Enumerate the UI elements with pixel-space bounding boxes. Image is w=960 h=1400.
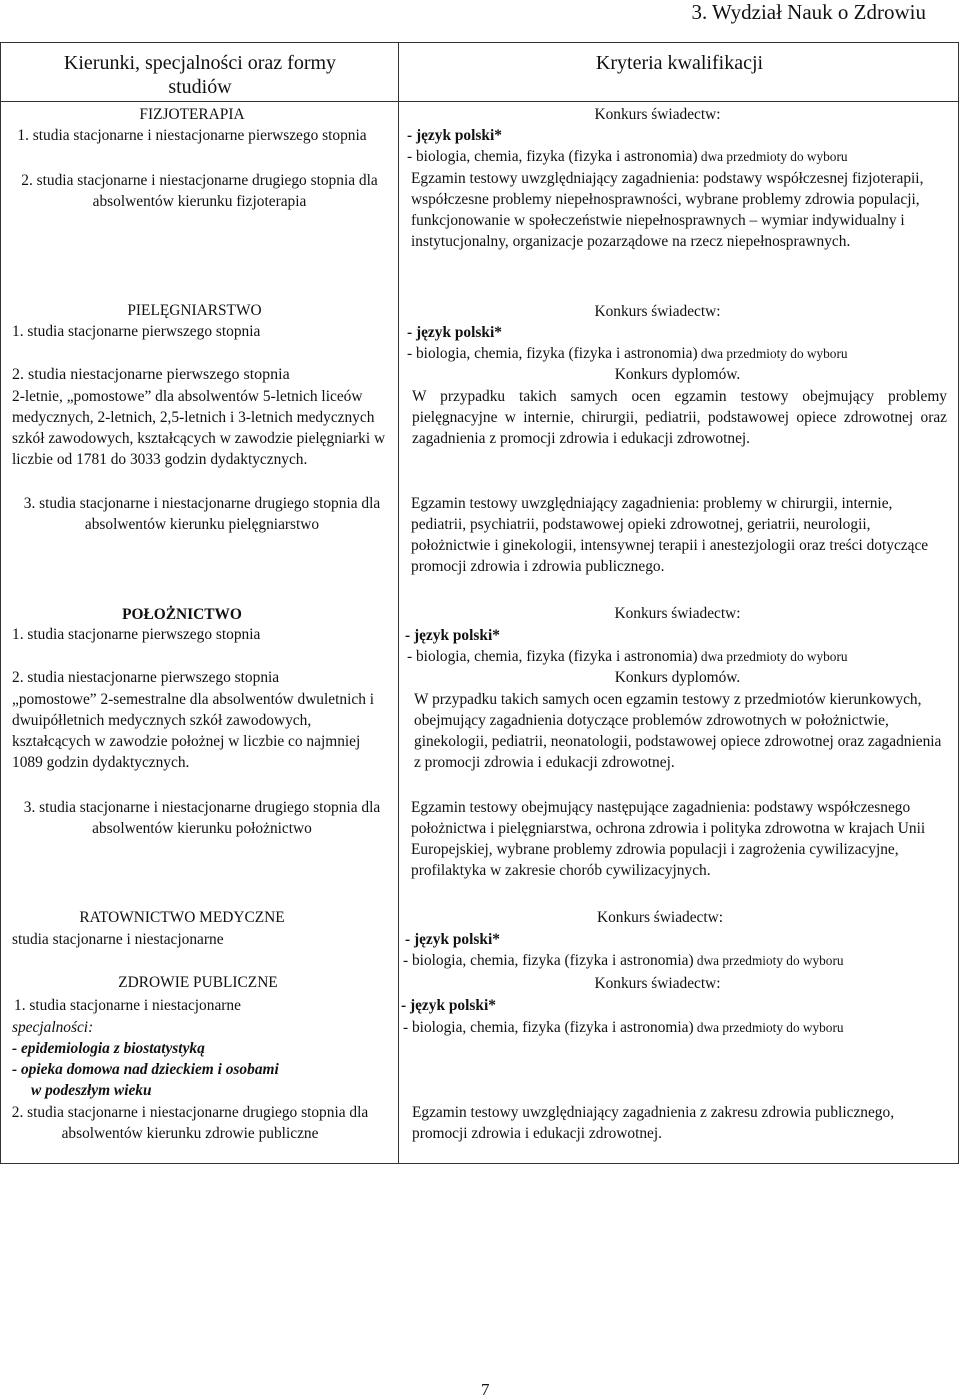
piel-study-3: 3. studia stacjonarne i niestacjonarne drugiego stopnia dla absolwentów kierunku pielęgniarstwo [23,495,381,533]
page-header: 3. Wydział Nauk o Zdrowiu [691,0,926,24]
pol-study-2: 2. studia niestacjonarne pierwszego stopnia [12,669,280,686]
piel-dyplom-desc: W przypadku takich samych ocen egzamin testowy obejmujący problemy pielęgnacyjne w internie, chirurgii, pediatrii, podstawowej opiece zdrowotnej oraz zagadnienia z promocji zdrowia i edukacji zdrowotnej. [412,388,947,447]
piel-study-2-description: 2-letnie, „pomostowe” dla absolwentów 5-letnich liceów medycznych, 2-letnich, 2,5-letnich i 3-letnich medycznych szkół zawodowych, kształcących w zawodzie pielęgniarki w liczbie od 1781 do 3033 godzin dydaktycznych. [12,388,386,468]
zp-specialization-2-cont: w podeszłym wieku [31,1082,152,1099]
pol-konkurs-swiadectw: Konkurs świadectw: [614,605,741,622]
header-row-divider [1,101,958,102]
pol-study-1: 1. studia stacjonarne pierwszego stopnia [12,626,261,643]
fizjo-egzamin: Egzamin testowy uwzględniający zagadnienia: podstawy współczesnej fizjoterapii, współczesne problemy niepełnosprawności, wybrane problemy zdrowia populacji, funkcjonowanie w społeczeństwie niepełnosprawnych – wymiar indywidualny i instytucjonalny, organizacje pozarządowe na rzecz niepełnosprawnych. [411,170,924,250]
program-title-ratownictwo: RATOWNICTWO MEDYCZNE [79,909,285,926]
pol-przedmioty: - biologia, chemia, fizyka (fizyka i astronomia) dwa przedmioty do wyboru [407,648,848,665]
column-divider [398,43,399,1163]
pol-study-3: 3. studia stacjonarne i niestacjonarne drugiego stopnia dla absolwentów kierunku położnictwo [23,799,381,837]
rat-study-1: studia stacjonarne i niestacjonarne [12,931,224,948]
piel-study-1: 1. studia stacjonarne pierwszego stopnia [12,323,261,340]
piel-jezyk-polski: - język polski* [407,324,502,341]
rat-jezyk-polski: - język polski* [405,931,500,948]
zp-specializations-label: specjalności: [12,1019,94,1036]
fizjo-jezyk-polski: - język polski* [407,127,502,144]
zp-jezyk-polski: - język polski* [401,997,496,1014]
piel-przedmioty: - biologia, chemia, fizyka (fizyka i astronomia) dwa przedmioty do wyboru [407,345,848,362]
fizjo-study-2: 2. studia stacjonarne i niestacjonarne drugiego stopnia dla absolwentów kierunku fizjoterapia [21,172,378,210]
zp-przedmioty: - biologia, chemia, fizyka (fizyka i astronomia) dwa przedmioty do wyboru [403,1019,844,1036]
fizjo-konkurs-swiadectw: Konkurs świadectw: [594,106,721,123]
page-number: 7 [481,1380,490,1399]
piel-konkurs-swiadectw: Konkurs świadectw: [594,303,721,320]
pol-konkurs-dyplomow: Konkurs dyplomów. [614,669,741,686]
pol-study-2-description: „pomostowe” 2-semestralne dla absolwentów dwuletnich i dwuipółletnich medycznych szkół zawodowych, kształcących w zawodzie położnej w liczbie co najmniej 1089 godzin dydaktycznych. [12,691,375,771]
rat-przedmioty: - biologia, chemia, fizyka (fizyka i astronomia) dwa przedmioty do wyboru [403,952,844,969]
program-title-poloznictwo: POŁOŻNICTWO [122,606,242,623]
zp-study-2: 2. studia stacjonarne i niestacjonarne drugiego stopnia dla absolwentów kierunku zdrowie publiczne [11,1104,369,1142]
zp-konkurs-swiadectw: Konkurs świadectw: [594,975,721,992]
piel-konkurs-dyplomow: Konkurs dyplomów. [614,366,741,383]
program-title-zdrowie-publiczne: ZDROWIE PUBLICZNE [118,974,278,991]
zp-egzamin: Egzamin testowy uwzględniający zagadnienia z zakresu zdrowia publicznego, promocji zdrowia i edukacji zdrowotnej. [412,1104,895,1142]
program-title-pielegniarstwo: PIELĘGNIARSTWO [127,302,262,319]
program-title-fizjoterapia: FIZJOTERAPIA [139,106,245,123]
pol-egzamin: Egzamin testowy obejmujący następujące zagadnienia: podstawy współczesnego położnictwa i pielęgniarstwa, ochrona zdrowia i polityka zdrowotna w krajach Unii Europejskiej, wybrane problemy zdrowia populacji i zagrożenia cywilizacyjne, profilaktyka w zakresie chorób cywilizacyjnych. [411,799,926,879]
pol-dyplom-desc: W przypadku takich samych ocen egzamin testowy z przedmiotów kierunkowych, obejmujący zagadnienia dotyczące problemów zdrowotnych w położnictwie, ginekologii, pediatrii, neonatologii, podstawowej opiece zdrowotnej oraz zagadnienia z promocji zdrowia i edukacji zdrowotnej. [414,691,942,771]
zp-specialization-1: - epidemiologia z biostatystyką [12,1040,205,1057]
column-header-programs: Kierunki, specjalności oraz formy studiów [63,52,337,98]
zp-study-1: 1. studia stacjonarne i niestacjonarne [14,997,241,1014]
piel-study-2: 2. studia niestacjonarne pierwszego stopnia [12,366,290,383]
piel-egzamin: Egzamin testowy uwzględniający zagadnienia: problemy w chirurgii, internie, pediatrii, psychiatrii, podstawowej opieki zdrowotnej, geriatrii, neurologii, położnictwie i ginekologii, intensywnej terapii i anestezjologii oraz treści dotyczące promocji zdrowia i zdrowia publicznego. [411,495,929,575]
fizjo-przedmioty: - biologia, chemia, fizyka (fizyka i astronomia) dwa przedmioty do wyboru [407,148,848,165]
rat-konkurs-swiadectw: Konkurs świadectw: [596,909,724,926]
pol-jezyk-polski: - język polski* [405,627,500,644]
fizjo-study-1: 1. studia stacjonarne i niestacjonarne pierwszego stopnia [17,127,367,144]
zp-specialization-2: - opieka domowa nad dzieckiem i osobami [12,1061,279,1078]
column-header-criteria: Kryteria kwalifikacji [595,52,764,74]
